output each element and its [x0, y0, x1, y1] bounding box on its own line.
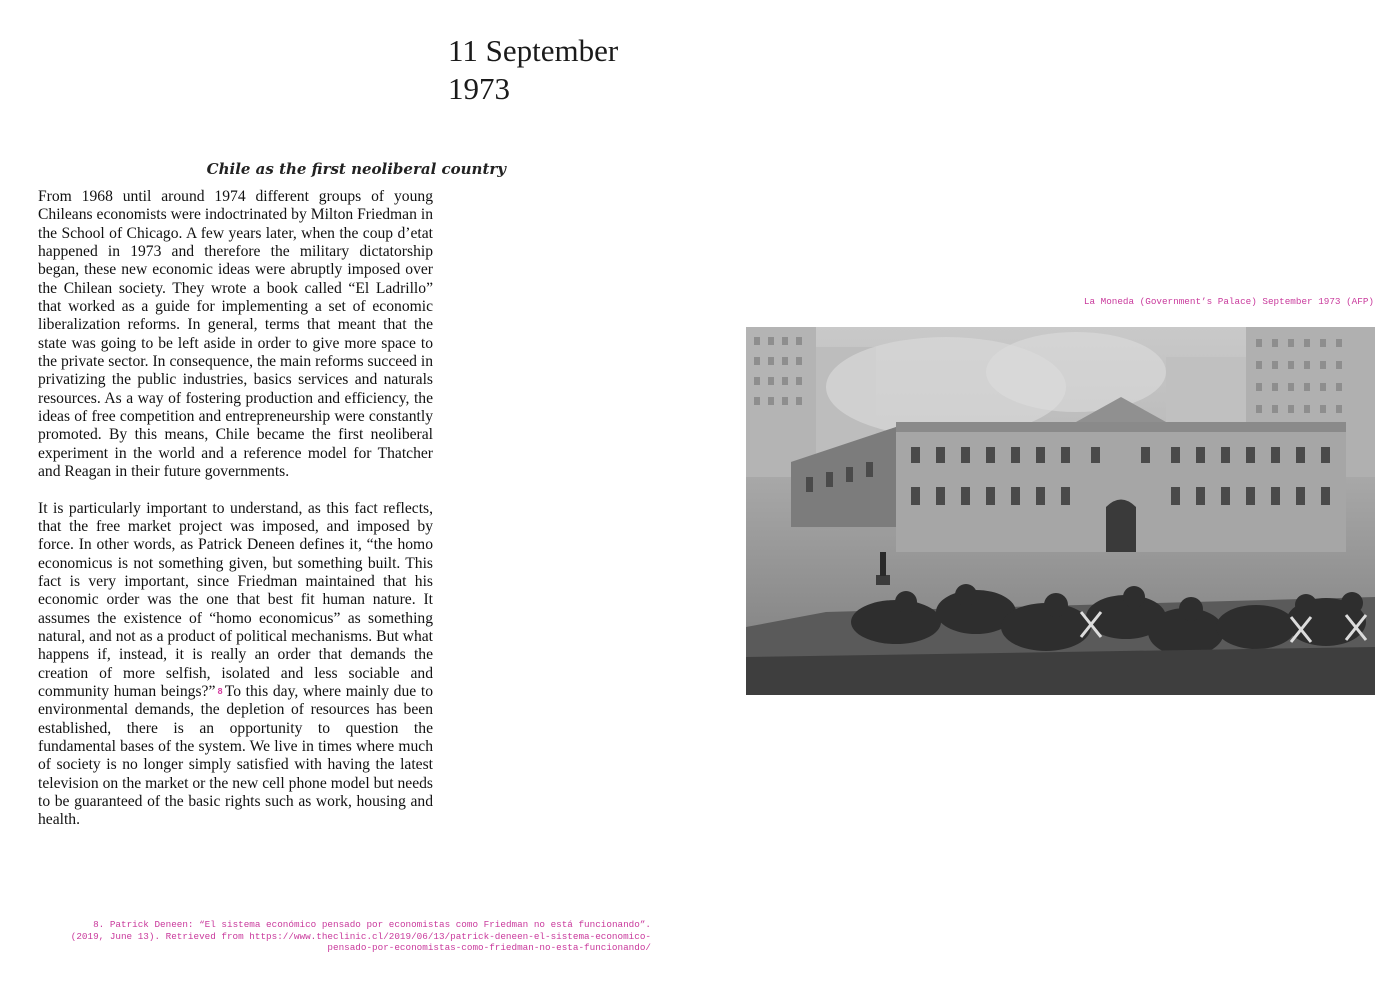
paragraph-1: From 1968 until around 1974 different groups of young Chileans economists were indoctrinated by Milton Friedman in the School of Chicago. A few years later, when the coup d’etat happened in 1973 and therefore the military dictatorship began, these new economic ideas were abruptly imposed over the Chilean society. They wrote a book called “El Ladrillo” that worked as a guide for implementing a set of economic liberalization reforms. In general, terms that meant that the state was going to be left aside in order to give more space to the private sector. In consequence, the main reforms succeed in privatizing the public industries, basics services and naturals resources. As a way of fostering production and efficiency, the ideas of free competition and entrepreneurship were constantly promoted. By this means, Chile became the first neoliberal experiment in the world and a reference model for Thatcher and Reagan in their future governments.	[38, 188, 433, 481]
footnote-line-2: (2019, June 13). Retrieved from https://www.theclinic.cl/2019/06/13/patrick-deneen-el-sistema-economico-	[70, 930, 651, 942]
footnote-line-1: 8. Patrick Deneen: “El sistema económico pensado por economistas como Friedman no está funcionando”.	[93, 919, 651, 930]
photo-caption: La Moneda (Government’s Palace) September 1973 (AFP)	[1083, 296, 1374, 307]
paragraph-2-text-a: It is particularly important to understand, as this fact reflects, that the free market project was imposed, and imposed by force. In other words, as Patrick Deneen defines it, “the homo economicus is not something given, but something built. This fact is very important, since Friedman maintained that his economic order was the one that best fit human nature. It assumes the existence of “homo economicus” as something natural, and not as a product of political mechanisms. But what happens if, instead, it is really an order that demands the creation of more selfish, isolated and less sociable and community human beings?”	[38, 499, 433, 700]
paragraph-2-text-b: To this day, where mainly due to environmental demands, the depletion of resources has been established, there is an opportunity to question the fundamental bases of the system. We live in times where much of society is no longer simply satisfied with having the latest television on the market or the new cell phone model but needs to be guaranteed of the basic rights such as work, housing and health.	[38, 682, 433, 829]
page-title	[448, 32, 618, 108]
la-moneda-photo	[746, 327, 1375, 695]
paragraph-2	[38, 500, 433, 830]
title-line-1: 11 September	[448, 33, 619, 68]
title-line-2: 1973	[448, 71, 510, 106]
footnote-reference[interactable]: 8	[217, 686, 223, 697]
footnote	[10, 919, 651, 954]
photo-illustration	[746, 327, 1375, 695]
section-subtitle: Chile as the first neoliberal country	[206, 160, 506, 178]
footnote-line-3: pensado-por-economistas-como-friedman-no-esta-funcionando/	[327, 942, 651, 953]
article-body	[38, 188, 433, 830]
